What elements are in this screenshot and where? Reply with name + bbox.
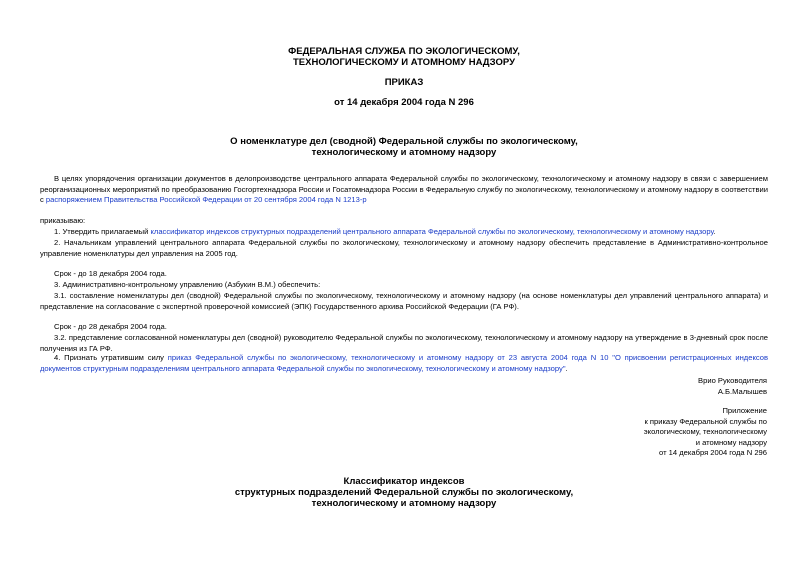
appendix-line-4: от 14 декабря 2004 года N 296 [659,448,767,457]
appendix-line-1: к приказу Федеральной службы по [644,416,767,426]
classifier-line-2: структурных подразделений Федеральной службы по экологическому, [234,487,574,498]
appendix-line-3: и атомному надзору [695,437,767,447]
agency-line-1: ФЕДЕРАЛЬНАЯ СЛУЖБА ПО ЭКОЛОГИЧЕСКОМУ, [288,46,520,57]
classifier-link[interactable]: классификатор индексов структурных подразделений центрального аппарата Федеральной службы по экологическому, технологическому и атомному надзору [150,227,714,236]
item-4-text: 4. Признать утратившим силу [54,353,168,362]
document-type: ПРИКАЗ [384,77,424,88]
agency-line-2: ТЕХНОЛОГИЧЕСКОМУ И АТОМНОМУ НАДЗОРУ [292,57,515,68]
signature-block [507,376,767,397]
subject-line-2: технологическому и атомному надзору [311,147,497,158]
item-3-2: 3.2. представление согласованной номенклатуры дел (сводной) руководителю Федеральной службы по экологическому, технологическому и атомному надзору на утверждение в 3-дневный срок после получения из ГА РФ. [40,333,768,353]
appendix-title: Приложение [722,406,767,415]
appendix-block [507,406,767,459]
order-word: приказываю: [40,216,86,225]
signature-position: Врио Руководителя [698,376,767,385]
intro-text: В целях упорядочения организации документов в делопроизводстве центрального аппарата Федеральной службы по экологическому, технологическому и атомному надзору в связи с завершением реорганизационных мероприятий по преобразованию Госгортехнадзора России и Госатомнадзора России в Федеральную службу по экологическому, технологическому и атомному надзору в соответствии с [40,174,768,204]
revoked-order-link[interactable]: приказ Федеральной службы по экологическому, технологическому и атомному надзору от 23 августа 2004 года N 10 "О присвоении регистрационных индексов документов структурным подразделениям центрального аппарата Федеральной службы по экологическому, технологическому и атомному надзору" [40,353,768,373]
item-1-suffix: . [713,227,716,236]
classifier-title [40,476,768,509]
document-date: от 14 декабря 2004 года N 296 [334,97,474,108]
item-1 [40,227,768,238]
item-4-suffix: . [565,363,568,373]
deadline-2: Срок - до 28 декабря 2004 года. [54,322,167,331]
item-2: 2. Начальникам управлений центрального аппарата Федеральной службы по экологическому, технологическому и атомному надзору обеспечить представление в Административно-контрольное управление номенклатуры дел управления на 2005 год. [40,238,768,258]
classifier-line-1: Классификатор индексов [343,476,465,487]
item-4 [40,353,768,374]
classifier-line-3: технологическому и атомному надзору [311,498,497,509]
deadline-1: Срок - до 18 декабря 2004 года. [54,269,167,278]
subject-line-1: О номенклатуре дел (сводной) Федеральной службы по экологическому, [230,136,578,147]
government-decree-link[interactable]: распоряжением Правительства Российской Федерации от 20 сентября 2004 года N 1213-р [45,195,367,204]
document-subject [40,136,768,158]
item-1-text: 1. Утвердить прилагаемый [54,227,151,236]
item-3-1: 3.1. составление номенклатуры дел (сводной) Федеральной службы по экологическому, технологическому и атомному надзору (на основе номенклатуры дел управлений центрального аппарата) и представление на согласование с экспертной проверочной комиссией (ЭПК) Государственного архива Российской Федерации (ГА РФ). [40,291,768,311]
signature-name: А.Б.Малышев [717,386,767,396]
appendix-line-2: экологическому, технологическому [643,427,767,436]
agency-name [40,46,768,68]
intro-paragraph [40,174,768,206]
item-3: 3. Административно-контрольному управлению (Азбукин В.М.) обеспечить: [54,280,321,289]
